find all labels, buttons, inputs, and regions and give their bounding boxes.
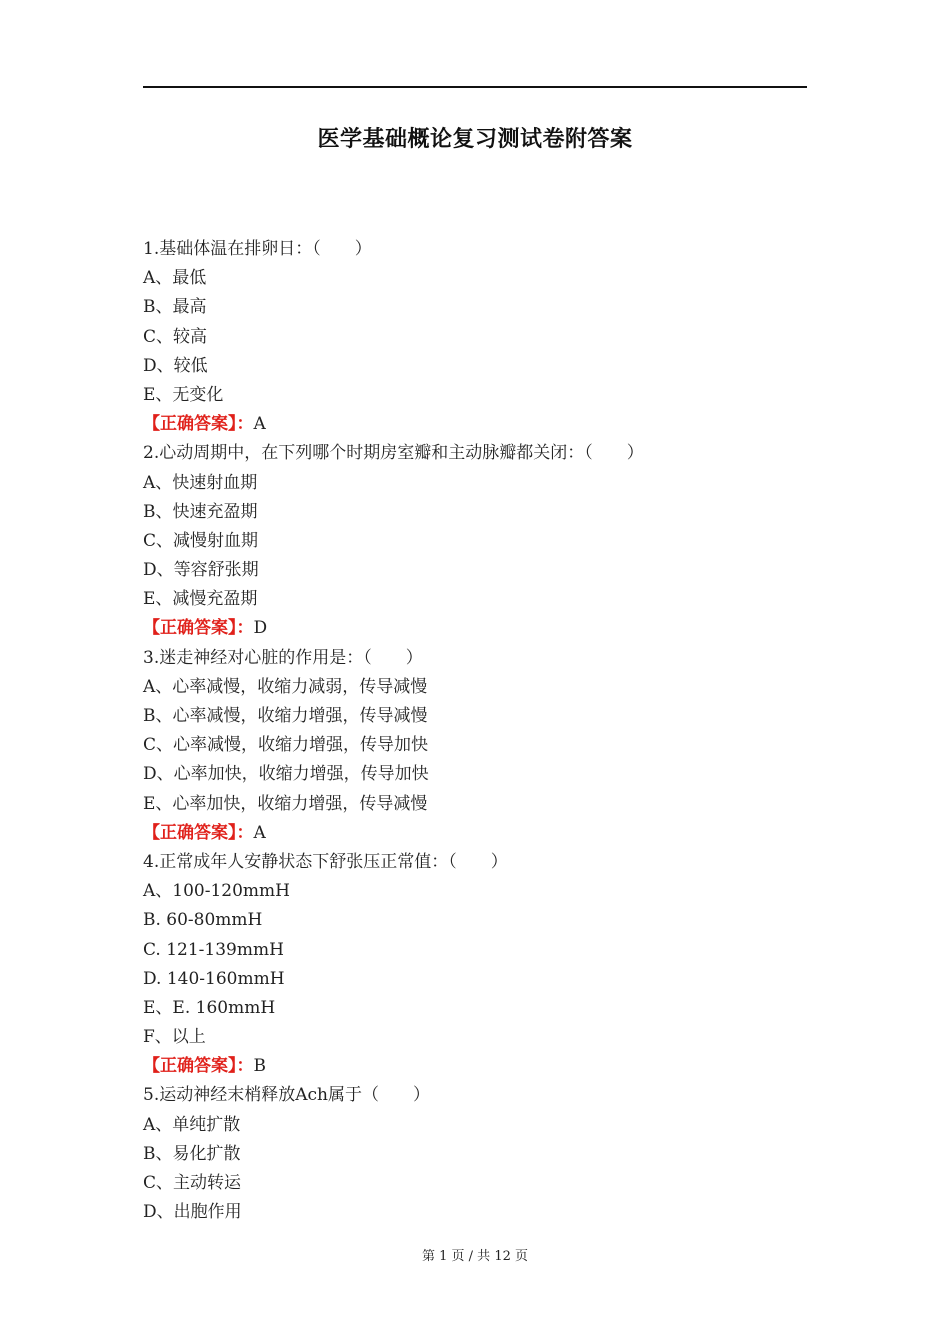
answer-option: B、易化扩散 — [143, 1143, 241, 1164]
answer-option: A、100-120mmH — [143, 881, 290, 902]
answer-option: D、等容舒张期 — [143, 560, 259, 581]
answer-option: F、以上 — [143, 1027, 206, 1048]
correct-answer-label: 【正确答案】： — [143, 414, 254, 435]
question-stem: 5.运动神经末梢释放Ach属于（ ） — [143, 1085, 430, 1106]
correct-answer-label: 【正确答案】： — [143, 1056, 254, 1077]
answer-option: A、单纯扩散 — [143, 1114, 241, 1135]
question-stem: 2.心动周期中，在下列哪个时期房室瓣和主动脉瓣都关闭：（ ） — [143, 443, 644, 464]
page-title: 医学基础概论复习测试卷附答案 — [317, 127, 633, 152]
answer-option: D、较低 — [143, 355, 208, 376]
answer-option: A、最低 — [143, 268, 207, 289]
correct-answer-value: A — [253, 822, 266, 843]
correct-answer-label: 【正确答案】： — [143, 822, 254, 843]
answer-option: E、E. 160mmH — [143, 997, 276, 1018]
answer-option: C、主动转运 — [143, 1173, 242, 1193]
answer-option: B、最高 — [143, 297, 207, 318]
question-stem: 3.迷走神经对心脏的作用是：（ ） — [143, 647, 423, 668]
correct-answer — [143, 1052, 807, 1081]
answer-option: B. 60-80mmH — [143, 910, 263, 931]
page-number-footer: 第 1 页 / 共 12 页 — [422, 1249, 528, 1264]
answer-option: E、心率加快，收缩力增强，传导减慢 — [143, 793, 428, 814]
question-stem: 1.基础体温在排卵日：（ ） — [143, 239, 372, 259]
answer-option: C. 121-139mmH — [143, 939, 284, 960]
correct-answer-value: D — [253, 618, 268, 639]
correct-answer — [143, 614, 807, 643]
answer-option: B、心率减慢，收缩力增强，传导减慢 — [143, 706, 428, 726]
answer-option: C、心率减慢，收缩力增强，传导加快 — [143, 735, 429, 756]
correct-answer — [143, 410, 807, 439]
question-stem: 4.正常成年人安静状态下舒张压正常值：（ ） — [143, 851, 508, 872]
header-rule — [143, 86, 807, 88]
correct-answer-label: 【正确答案】： — [143, 618, 254, 639]
answer-option: E、减慢充盈期 — [143, 589, 258, 610]
correct-answer-value: B — [253, 1056, 266, 1077]
correct-answer-value: A — [253, 414, 266, 435]
answer-option: D、心率加快，收缩力增强，传导加快 — [143, 764, 429, 785]
answer-option: B、快速充盈期 — [143, 501, 258, 522]
answer-option: A、心率减慢，收缩力减弱，传导减慢 — [143, 676, 428, 697]
answer-option: E、无变化 — [143, 384, 224, 405]
correct-answer — [143, 819, 807, 848]
answer-option: C、较高 — [143, 326, 208, 347]
answer-option: A、快速射血期 — [143, 472, 258, 493]
answer-option: D. 140-160mmH — [143, 968, 285, 989]
answer-option: C、减慢射血期 — [143, 530, 259, 551]
question-list — [143, 235, 807, 1227]
answer-option: D、出胞作用 — [143, 1202, 242, 1223]
